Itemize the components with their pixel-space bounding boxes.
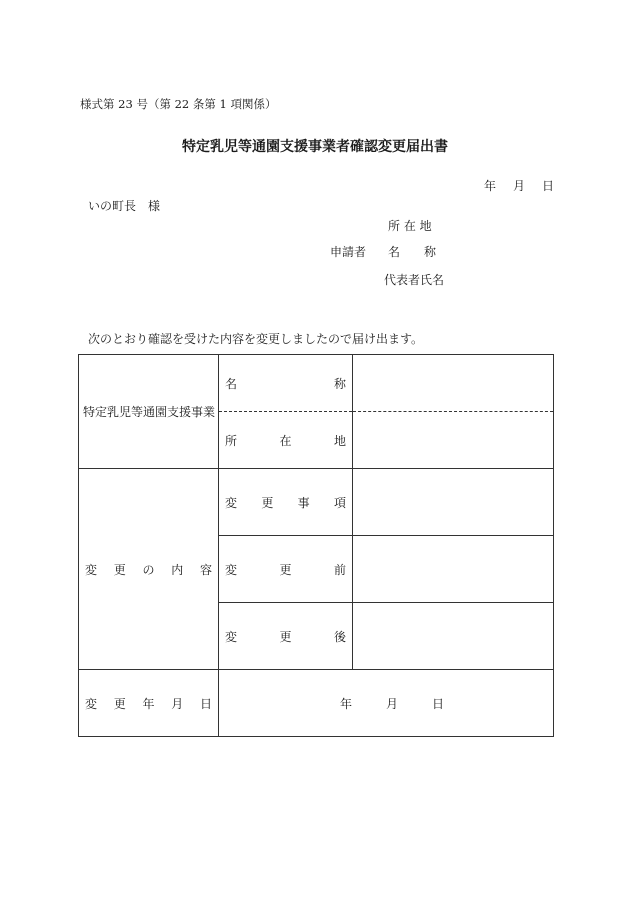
name-label-cell [219, 355, 353, 412]
address-label: 所 在 地 [388, 219, 432, 233]
before-char: 更 [279, 562, 292, 577]
change-date-year-unit: 年 [339, 696, 352, 711]
change-date-label-cell [79, 670, 219, 737]
change-content-label-cell [79, 469, 219, 670]
applicant-label: 申請者 [330, 245, 367, 259]
location-label-cell [219, 412, 353, 469]
after-change-field[interactable] [353, 603, 554, 670]
before-label-cell [219, 536, 353, 603]
applicant-name-label: 名 称 [388, 245, 437, 259]
before-char: 前 [333, 562, 346, 577]
change-date-char: 変 [85, 696, 98, 711]
location-char: 所 [225, 433, 238, 448]
change-date-char: 年 [142, 696, 155, 711]
after-char: 更 [279, 629, 292, 644]
name-char: 名 [225, 376, 238, 391]
change-content-label [79, 561, 218, 578]
change-date-char: 更 [113, 696, 126, 711]
location-char: 在 [279, 433, 292, 448]
change-item-field[interactable] [353, 469, 554, 536]
date-year-label: 年 [484, 179, 497, 193]
change-item-char: 事 [297, 495, 310, 510]
change-form-table [78, 354, 554, 737]
change-content-char: 変 [85, 562, 98, 577]
date-month-label: 月 [513, 179, 526, 193]
change-item-label [219, 494, 352, 511]
form-number: 様式第 23 号（第 22 条第 1 項関係） [80, 97, 277, 111]
after-char: 変 [225, 629, 238, 644]
addressee: いの町長 様 [88, 199, 161, 213]
after-label [219, 628, 352, 645]
change-date-units [219, 695, 553, 712]
change-date-month-unit: 月 [385, 696, 398, 711]
before-char: 変 [225, 562, 238, 577]
business-name-field[interactable] [353, 355, 554, 412]
change-content-char: 容 [199, 562, 212, 577]
after-label-cell [219, 603, 353, 670]
representative-label: 代表者氏名 [384, 273, 445, 287]
change-item-char: 変 [225, 495, 238, 510]
after-char: 後 [333, 629, 346, 644]
change-item-char: 更 [261, 495, 274, 510]
name-char: 称 [333, 376, 346, 391]
change-date-char: 日 [199, 696, 212, 711]
before-change-field[interactable] [353, 536, 554, 603]
name-label [219, 375, 352, 392]
change-date-label [79, 695, 218, 712]
business-location-field[interactable] [353, 412, 554, 469]
change-content-char: 内 [171, 562, 184, 577]
before-label [219, 561, 352, 578]
change-item-char: 項 [333, 495, 346, 510]
change-date-day-unit: 日 [432, 696, 445, 711]
change-date-char: 月 [171, 696, 184, 711]
change-date-field[interactable] [219, 670, 554, 737]
submission-date [484, 177, 554, 194]
lead-text: 次のとおり確認を受けた内容を変更しましたので届け出ます。 [88, 332, 424, 346]
document-title: 特定乳児等通園支援事業者確認変更届出書 [182, 139, 448, 155]
business-label-cell [79, 355, 219, 469]
change-content-char: 更 [113, 562, 126, 577]
location-label [219, 432, 352, 449]
business-label: 特定乳児等通園支援事業 [83, 405, 216, 419]
change-item-label-cell [219, 469, 353, 536]
change-content-char: の [142, 562, 155, 577]
date-day-label: 日 [542, 179, 555, 193]
location-char: 地 [333, 433, 346, 448]
